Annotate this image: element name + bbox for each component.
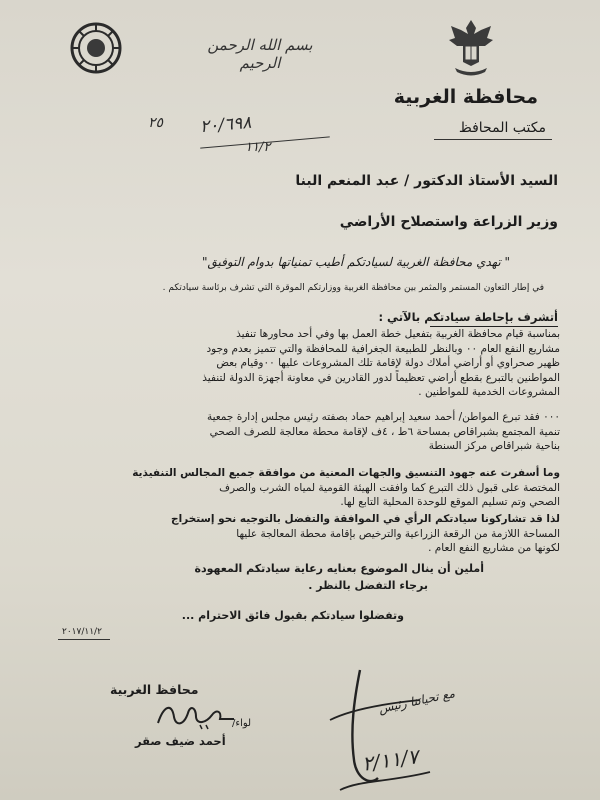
paragraph-heading: أتشرف بإحاطة سيادتكم بالآتي : (378, 310, 558, 324)
handwritten-annotation-icon (320, 660, 450, 800)
signatory-title: محافظ الغربية (110, 682, 199, 697)
text-line: الصحي وتم تسليم الموقع للوحدة المحلية التابع لها. (340, 496, 560, 508)
basmala: بسم الله الرحمن الرحيم (207, 36, 313, 72)
text-line: مشاريع النفع العام ٠٠ وبالنظر للطبيعة الجغرافية للمحافظة والتي تتميز بعدم وجود (206, 342, 560, 355)
paragraph-1 (52, 327, 560, 400)
text-line: ظهير صحراوي أو أراضي أملاك دولة لإقامة تلك المشروعات عليها ٠٠وقيام بعض (216, 357, 560, 369)
addressee-name: السيد الأستاذ الدكتور / عبد المنعم البنا (295, 173, 558, 189)
text-line: المساحة اللازمة من الرقعة الزراعية والترخيص بإقامة محطة المعالجة عليها (236, 527, 560, 540)
paragraph-3 (52, 466, 560, 510)
office-underline (434, 139, 552, 140)
handwritten-note: مع تحياتنا رئيس (377, 686, 457, 716)
addressee-title: وزير الزراعة واستصلاح الأراضي (339, 214, 558, 230)
signatory-name: أحمد ضيف صقر (135, 734, 226, 748)
governorate-title: محافظة الغربية (393, 86, 538, 108)
request-line: برجاء التفضل بالنظر . (308, 579, 428, 592)
office-title: مكتب المحافظ (458, 120, 546, 136)
text-line: بناحية شبراقاص مركز السنطة (428, 440, 560, 452)
text-line: لذا قد تشاركونا سيادتكم الرأي في الموافقة والتفضل بالتوجيه نحو إستخراج (171, 513, 560, 525)
hope-line: أملين أن ينال الموضوع بعنايه رعاية سيادتكم المعهودة (194, 562, 484, 575)
university-seal-icon (70, 22, 122, 74)
paragraph-2 (52, 410, 560, 454)
handwritten-reference-number: ٢٠/٦٩٨ (199, 112, 253, 138)
text-line: المختصة على قبول ذلك التبرع كما وافقت الهيئة القومية لمياه الشرب والصرف (219, 481, 560, 494)
greeting-line: " تهدي محافظة الغربية لسيادتكم أطيب تمنياتها بدوام التوفيق" (201, 255, 510, 269)
handwritten-note-date: ٢/١١/٧ (360, 744, 420, 776)
closing-line: وتفضلوا سيادتكم بقبول فائق الاحترام ... (181, 609, 404, 622)
letter-date: ٢٠١٧/١١/٢ (62, 627, 102, 637)
governor-signature-icon (150, 695, 240, 735)
text-line: ٠٠٠ فقد تبرع المواطن/ أحمد سعيد إبراهيم حماد بصفته رئيس مجلس إدارة جمعية (206, 411, 560, 423)
signatory-rank: لواء/ (232, 718, 252, 729)
text-line: المواطنين بالتبرع بقطع أراضي تعظيماً لدور القادرين في معاونة أجهزة الدولة لتنفيذ (202, 371, 560, 384)
egypt-eagle-emblem-icon (443, 16, 499, 80)
paragraph-4 (52, 512, 560, 556)
text-line: المشروعات الخدمية للمواطنين . (418, 386, 560, 398)
handwritten-reference-date: ١١/٢ (245, 140, 271, 155)
date-underline (58, 639, 110, 640)
text-line: وما أسفرت عنه جهود التنسيق والجهات المعنية من موافقة جميع المجالس التنفيذية (132, 467, 560, 479)
text-line: لكونها من مشاريع النفع العام . (428, 542, 560, 554)
text-line: تنمية المجتمع بشبراقاص بمساحة ٦ط ، ٤ف لإقامة محطة معالجة للصرف الصحي (209, 425, 560, 438)
intro-line: في إطار التعاون المستمر والمثمر بين محافظة الغربية ووزارتكم الموقرة التي تشرف برئاسة سيادتكم . (162, 283, 544, 293)
handwritten-corner-number: ٢٥ (148, 115, 164, 131)
text-line: بمناسبة قيام محافظة الغربية بتفعيل خطة العمل بها وفي أحد محاورها تنفيذ (236, 328, 560, 340)
